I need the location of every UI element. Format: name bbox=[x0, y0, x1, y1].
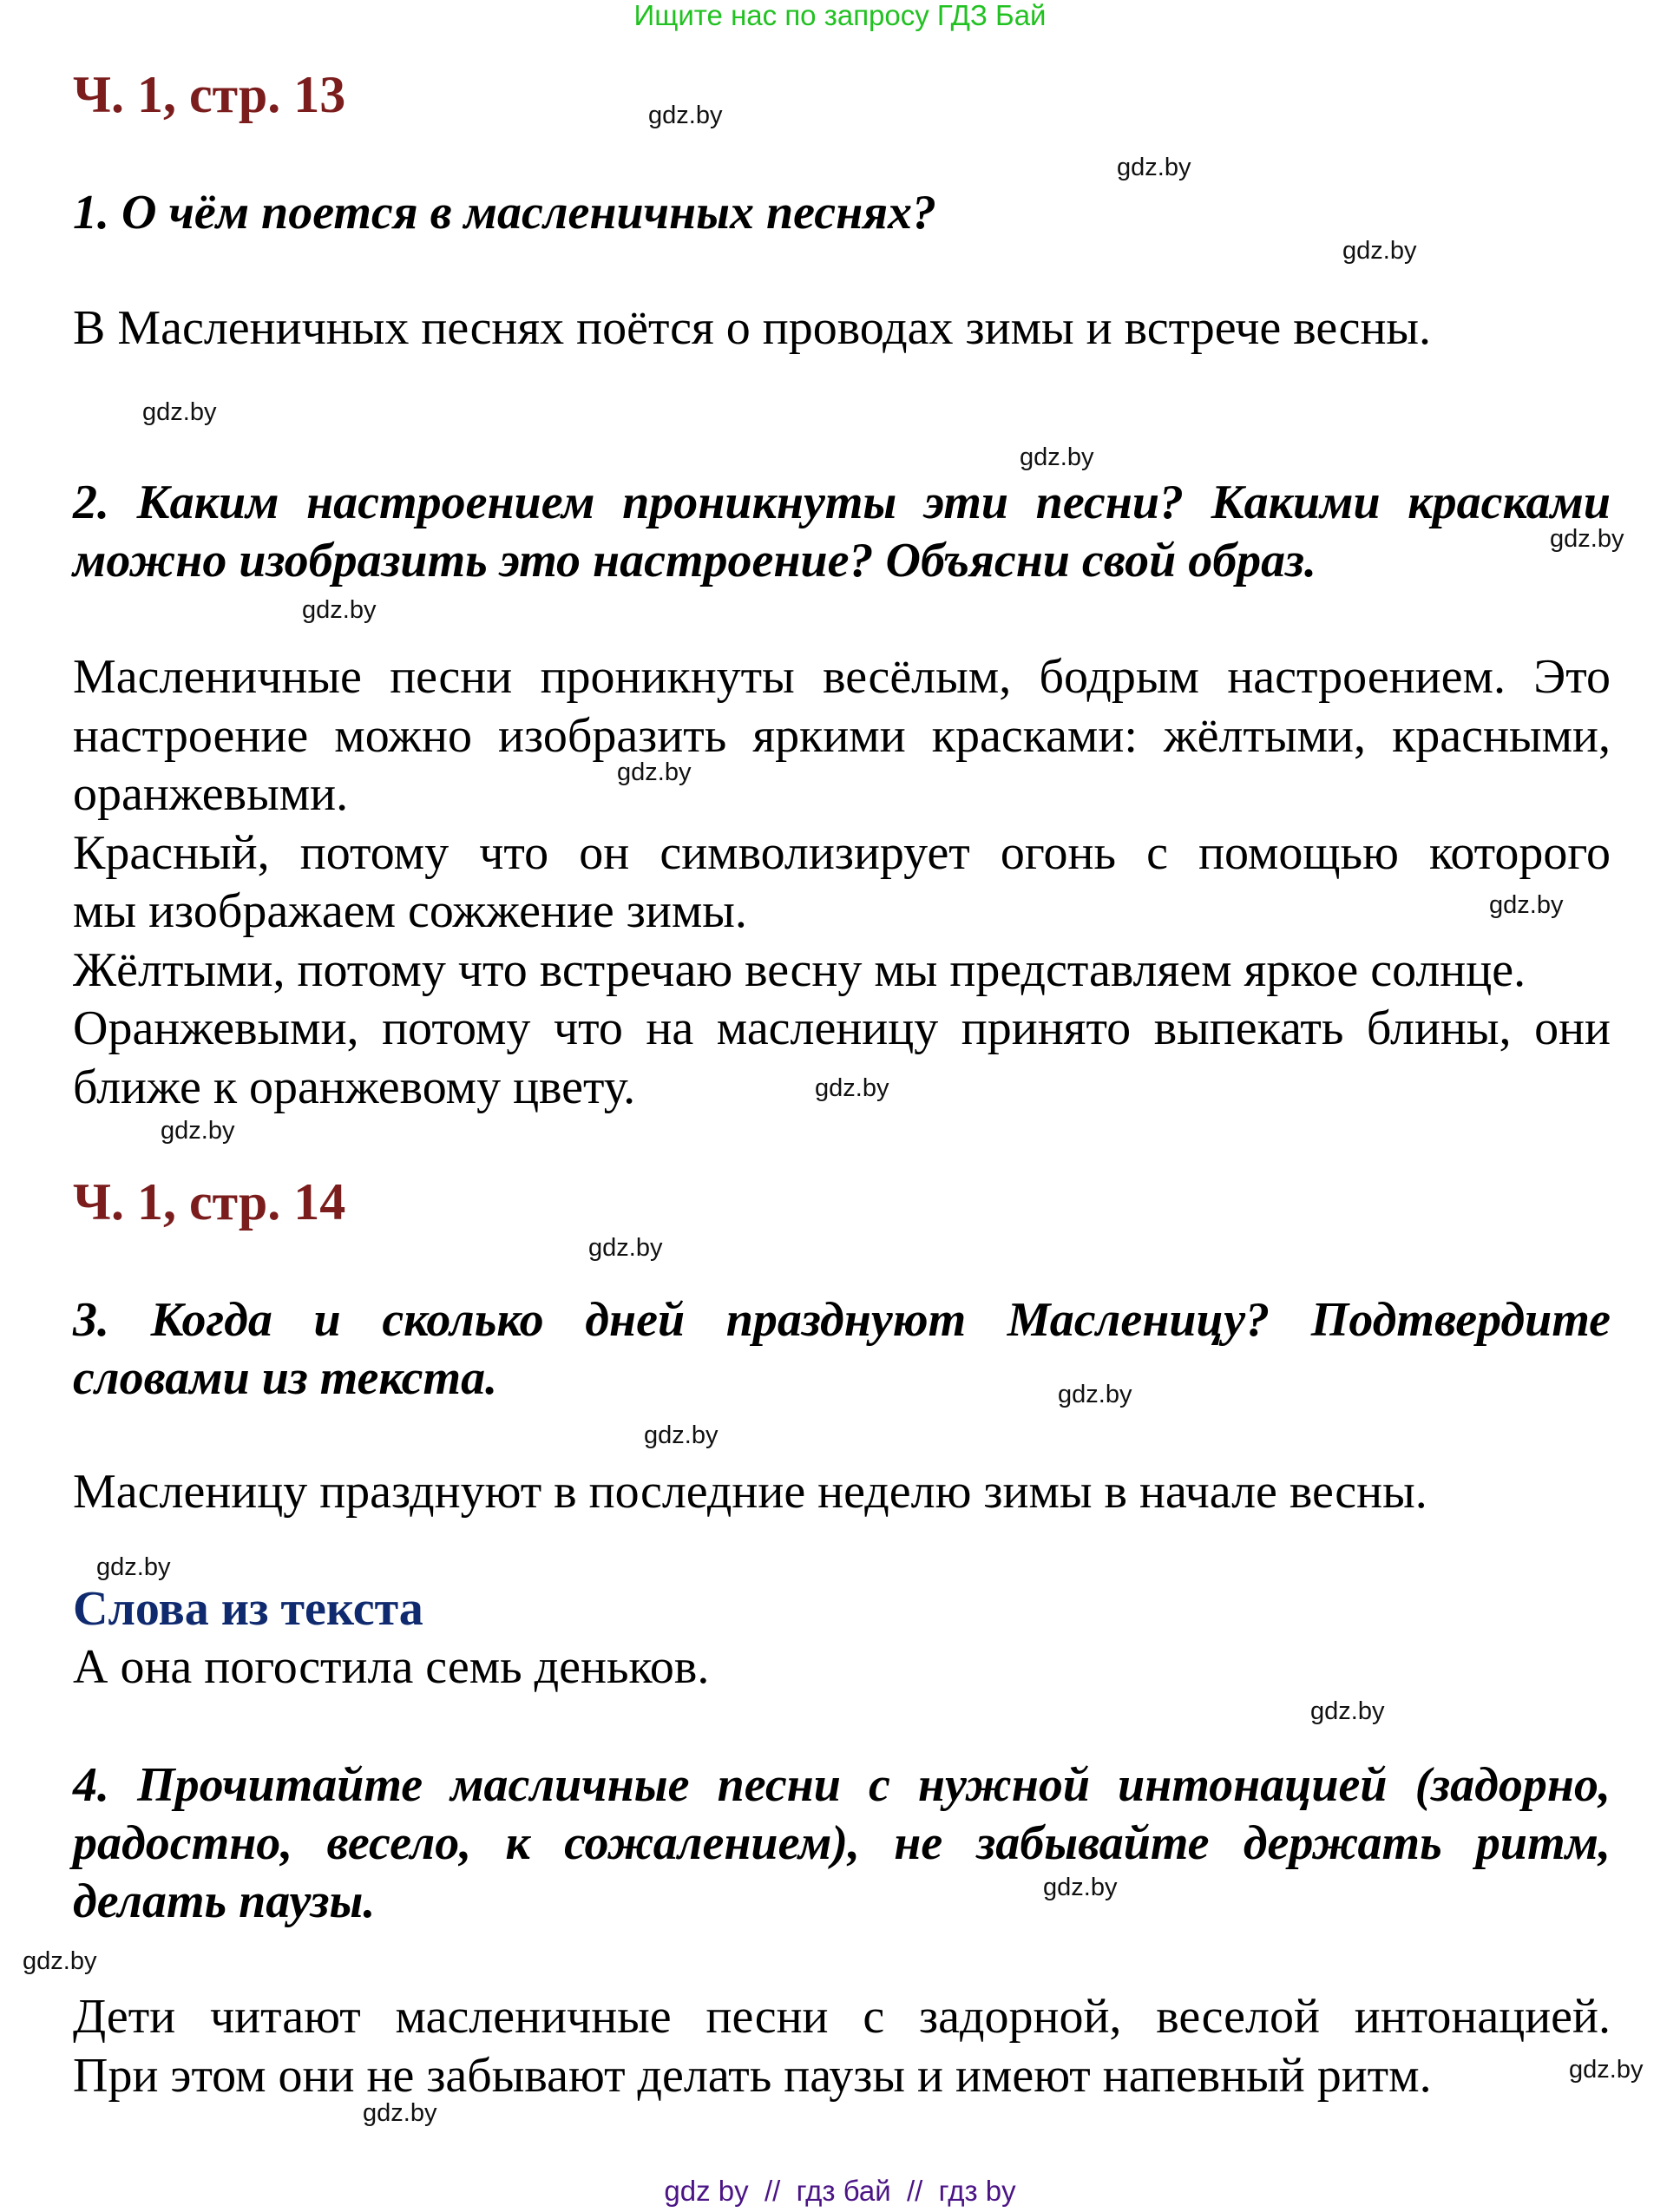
question-4 bbox=[73, 1756, 1611, 1931]
answer-line: настроение можно изобразить яркими красками: жёлтыми, красными, bbox=[73, 708, 1611, 763]
watermark: gdz.by bbox=[363, 2099, 437, 2127]
answer-line: Дети читают масленичные песни с задорной, веселой интонацией. bbox=[73, 1990, 1611, 2044]
answer-3 bbox=[73, 1463, 1611, 1522]
answer-4 bbox=[73, 1988, 1611, 2105]
watermark: gdz.by bbox=[1058, 1381, 1132, 1408]
answer-line: Масленицу празднуют в последние неделю зимы в начале весны. bbox=[73, 1465, 1427, 1519]
watermark: gdz.by bbox=[96, 1553, 171, 1581]
answer-1 bbox=[73, 299, 1611, 358]
question-line: радостно, весело, к сожалением), не забывайте держать ритм, bbox=[73, 1816, 1611, 1870]
watermark: gdz.by bbox=[1117, 154, 1191, 181]
answer-line: Жёлтыми, потому что встречаю весну мы представляем яркое солнце. bbox=[73, 942, 1526, 997]
footer-links: gdz by // гдз бай // гдз by bbox=[664, 2175, 1016, 2207]
watermark: gdz.by bbox=[302, 596, 377, 624]
search-banner: Ищите нас по запросу ГДЗ Бай bbox=[633, 0, 1047, 31]
answer-line: А она погостила семь деньков. bbox=[73, 1640, 710, 1694]
answer-line: При этом они не забывают делать паузы и имеют напевный ритм. bbox=[73, 2048, 1432, 2103]
watermark: gdz.by bbox=[1550, 525, 1624, 553]
subheading-words-from-text: Слова из текста bbox=[73, 1582, 423, 1636]
watermark: gdz.by bbox=[1043, 1874, 1118, 1901]
question-line: 2. Каким настроением проникнуты эти песни? Какими красками bbox=[73, 476, 1611, 529]
answer-line: оранжевыми. bbox=[73, 767, 349, 821]
section-heading-page-14: Ч. 1, стр. 14 bbox=[73, 1173, 346, 1231]
question-line: словами из текста. bbox=[73, 1351, 498, 1405]
question-3 bbox=[73, 1291, 1611, 1408]
quote-from-text bbox=[73, 1638, 1611, 1697]
answer-2 bbox=[73, 648, 1611, 1117]
answer-line: В Масленичных песнях поётся о проводах зимы и встрече весны. bbox=[73, 301, 1432, 355]
watermark: gdz.by bbox=[142, 398, 217, 426]
question-line: 4. Прочитайте масличные песни с нужной интонацией (задорно, bbox=[73, 1758, 1611, 1812]
watermark: gdz.by bbox=[648, 102, 723, 129]
question-line: 1. О чём поется в масленичных песнях? bbox=[73, 186, 937, 240]
watermark: gdz.by bbox=[1569, 2056, 1644, 2084]
answer-line: Оранжевыми, потому что на масленицу принято выпекать блины, они bbox=[73, 1001, 1611, 1055]
watermark: gdz.by bbox=[644, 1421, 719, 1449]
watermark: gdz.by bbox=[617, 758, 692, 786]
question-line: делать паузы. bbox=[73, 1874, 376, 1928]
watermark: gdz.by bbox=[1310, 1697, 1385, 1725]
section-heading-page-13: Ч. 1, стр. 13 bbox=[73, 66, 346, 123]
watermark: gdz.by bbox=[1489, 891, 1564, 919]
watermark: gdz.by bbox=[588, 1234, 663, 1262]
watermark: gdz.by bbox=[23, 1947, 97, 1975]
watermark: gdz.by bbox=[161, 1117, 235, 1145]
answer-line: Масленичные песни проникнуты весёлым, бодрым настроением. Это bbox=[73, 650, 1611, 704]
watermark: gdz.by bbox=[1342, 237, 1417, 265]
answer-line: мы изображаем сожжение зимы. bbox=[73, 884, 747, 938]
answer-line: ближе к оранжевому цвету. bbox=[73, 1060, 636, 1114]
question-line: 3. Когда и сколько дней празднуют Масленицу? Подтвердите bbox=[73, 1293, 1611, 1347]
question-line: можно изобразить это настроение? Объясни свой образ. bbox=[73, 534, 1317, 587]
question-2 bbox=[73, 474, 1611, 590]
watermark: gdz.by bbox=[815, 1074, 889, 1102]
answer-line: Красный, потому что он символизирует огонь с помощью которого bbox=[73, 825, 1611, 880]
watermark: gdz.by bbox=[1020, 443, 1094, 471]
question-1 bbox=[73, 184, 1611, 242]
